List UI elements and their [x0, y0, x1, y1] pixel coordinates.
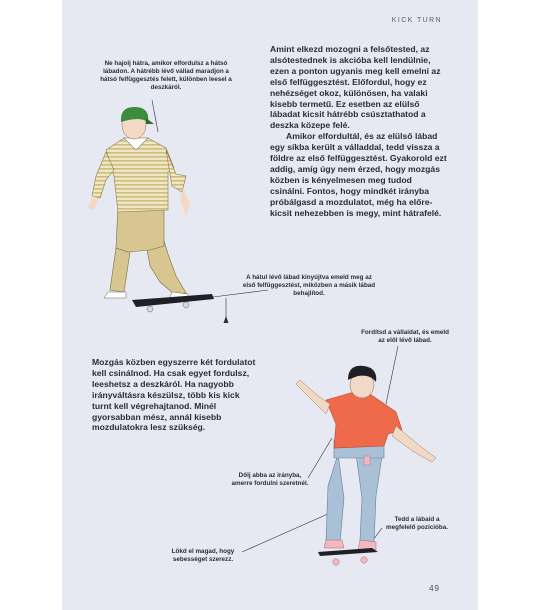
paragraph: Mozgás közben egyszerre két fordulatot kell csinálnod. Ha csak egyet fordulsz, leeshetsz a deszkáról. Ha nagyobb irányváltásra készülsz, több kis kick turnt kell végrehajtanod. Minél gyorsabban mész, annál kisebb mozdulatokra lesz szükség. — [92, 357, 256, 433]
caption-feet-position: Tedd a lábaid a megfelelő pozícióba. — [386, 516, 448, 532]
caption-lean-back: Ne hajolj hátra, amikor elfordulsz a hátsó lábadon. A hátrébb lévő vállad maradjon a hátsó felfüggesztés felett, különben leesel a deszkáról. — [100, 60, 232, 92]
caption-back-foot: A hátul lévő lábad kinyújtva emeld meg az első felfüggesztést, miközben a másik lábad behajlítod. — [242, 274, 376, 298]
caption-push-off: Lökd el magad, hogy sebességet szerezz. — [171, 548, 235, 564]
caption-turn-shoulders: Fordítsd a vállaidat, és emeld az elől lévő lábad. — [361, 329, 449, 345]
skater-orange-tshirt-kick-turn — [296, 366, 436, 565]
running-head: KICK TURN — [391, 17, 442, 24]
arrow-up-icon — [224, 316, 229, 323]
page-number: 49 — [429, 584, 440, 593]
paragraph: Amint elkezd mozogni a felsőtested, az alsótestednek is akcióba kell lendülnie, ezen a ponton ugyanis meg kell emelni az első felfüggesztést. Előfordul, hogy ez nehézséget okoz, különösen, ha valaki kisebb termetű. Ez esetben az elülső lábadat kicsit hátrébb csúsztathatod a deszka közepe felé. — [270, 44, 441, 131]
caption-lean-direction: Dőlj abba az irányba, amerre fordulni szeretnél. — [231, 472, 309, 488]
skater-with-green-cap-striped-shirt — [88, 107, 214, 312]
paragraph: Amikor elfordultál, és az elülső lábad egy síkba került a válladdal, tedd vissza a földre az első felfüggesztést. Gyakorold ezt addig, amíg úgy nem érzed, hogy mozgás közben is kényelmesen meg tudod csinálni. Fontos, hogy mindkét irányba próbálgasd a mozdulatot, még ha előre- kicsit nehezebben is megy, mint hátrafelé. — [270, 131, 447, 218]
